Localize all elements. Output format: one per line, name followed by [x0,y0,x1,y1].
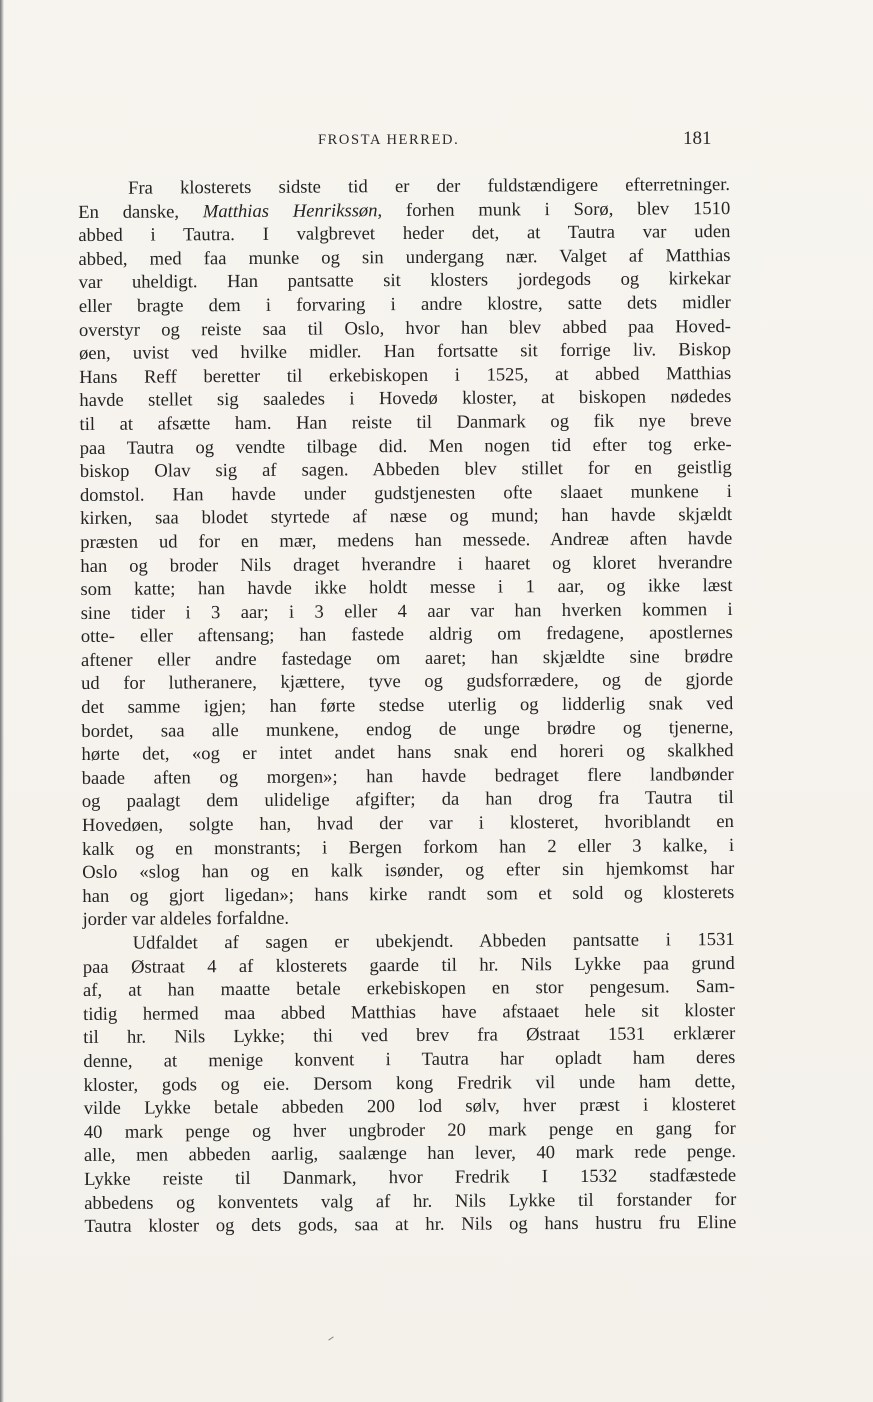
text-line: til at afsætte ham. Han reiste til Danmark og fik nye breve [79,409,732,435]
text-line: Hovedøen, solgte han, hvad der var i klosteret, hvoriblandt en [81,811,735,837]
text-line: som katte; han havde ikke holdt messe i 1 aar, og ikke læst [80,575,733,601]
italic-name: Matthias Henrikssøn [202,199,378,222]
text-line: abbed, med faa munke og sin undergang nær. Valget af Matthias [78,244,731,270]
text-line: Lykke reiste til Danmark, hvor Fredrik I 1532 stadfæstede [84,1164,737,1190]
text-line: og paalagt dem ulidelige afgifter; da han drog fra Tautra til [81,787,734,813]
text-line: præsten ud for en mær, medens han messede. Andreæ aften havde [80,527,733,553]
text-line: overstyr og reiste saa til Oslo, hvor han blev abbed paa Hoved- [78,315,731,341]
text-line: eller bragte dem i forvaring i andre klostre, satte dets midler [78,291,731,317]
page-number: 181 [683,128,712,149]
body-text [78,173,736,1239]
text-line: bordet, saa alle munkene, endog de unge brødre og tjenerne, [81,716,734,742]
text-line: abbed i Tautra. I valgbrevet heder det, at Tautra var uden [78,221,731,247]
text-line: han og gjort ligedan»; hans kirke randt som et sold og klosterets [82,881,735,907]
text-line: kalk og en monstrants; i Bergen forkom han 2 eller 3 kalke, i [82,834,735,860]
text-line: kloster, gods og eie. Dersom kong Fredrik vil unde ham dette, [83,1070,736,1096]
text-line: aftener eller andre fastedage om aaret; han skjældte sine brødre [80,645,734,671]
text-line: baade aften og morgen»; han havde bedraget flere landbønder [81,763,734,789]
chapter-title: FROSTA HERRED. [318,132,460,148]
text-line: hørte det, «og er intet andet hans snak end horeri og skalkhed [81,740,734,766]
text-line: vilde Lykke betale abbeden 200 lod sølv, hver præst i klosteret [83,1094,736,1120]
text-line: Oslo «slog han og en kalk isønder, og efter sin hjemkomst har [82,858,735,884]
text-line: det samme igjen; han førte stedse uterlig og lidderlig snak ved [81,693,734,719]
text-line: Hans Reff beretter til erkebiskopen i 1525, at abbed Matthias [79,362,732,388]
text-line: alle, men abbeden aarlig, saalænge han lever, 40 mark rede penge. [83,1141,737,1167]
text-line: til hr. Nils Lykke; thi ved brev fra Østraat 1531 erklærer [83,1023,736,1049]
text-line: Tautra kloster og dets gods, saa at hr. Nils og hans hustru fru Eline [84,1212,737,1238]
text-line: han og broder Nils draget hverandre i haaret og kloret hverandre [80,551,733,577]
text-line: Udfaldet af sagen er ubekjendt. Abbeden pantsatte i 1531 [132,929,735,954]
text-segment: , forhen munk i Sorø, blev 1510 [377,197,731,221]
text-line: paa Østraat 4 af klosterets gaarde til hr. Nils Lykke paa grund [82,952,735,978]
text-line: tidig hermed maa abbed Matthias have afstaaet hele sit kloster [83,999,736,1025]
stray-mark [328,1336,333,1340]
text-line: ud for lutheranere, kjættere, tyve og gudsforrædere, og de gjorde [81,669,734,695]
text-line: otte- eller aftensang; han fastede aldrig om fredagene, apostlernes [80,622,733,648]
text-segment: En danske, [78,200,203,223]
text-line: kirken, saa blodet styrtede af næse og mund; han havde skjældt [80,504,733,530]
text-line: øen, uvist ved hvilke midler. Han fortsatte sit forrige liv. Biskop [79,339,732,365]
text-line: biskop Olav sig af sagen. Abbeden blev stillet for en geistlig [79,457,732,483]
page-edge-shadow [0,0,4,1402]
text-line: havde stellet sig saaledes i Hovedø kloster, at biskopen nødedes [79,386,732,412]
text-line: af, at han maatte betale erkebiskopen en stor pengesum. Sam- [82,976,736,1002]
text-line: domstol. Han havde under gudstjenesten ofte slaaet munkene i [79,480,732,506]
text-line: sine tider i 3 aar; i 3 eller 4 aar var han hverken kommen i [80,598,733,624]
text-line: abbedens og konventets valg af hr. Nils Lykke til forstander for [84,1188,737,1214]
text-line: 40 mark penge og hver ungbroder 20 mark penge en gang for [83,1117,736,1143]
text-line: jorder var aldeles forfaldne. [82,908,290,931]
running-head [0,128,873,152]
text-line: denne, at menige konvent i Tautra har opladt ham deres [83,1046,736,1072]
text-line: paa Tautra og vendte tilbage did. Men nogen tid efter tog erke- [79,433,732,459]
text-line: Fra klosterets sidste tid er der fuldstændigere efterretninger. [128,174,731,199]
text-line: var uheldigt. Han pantsatte sit klosters jordegods og kirkekar [78,268,731,294]
